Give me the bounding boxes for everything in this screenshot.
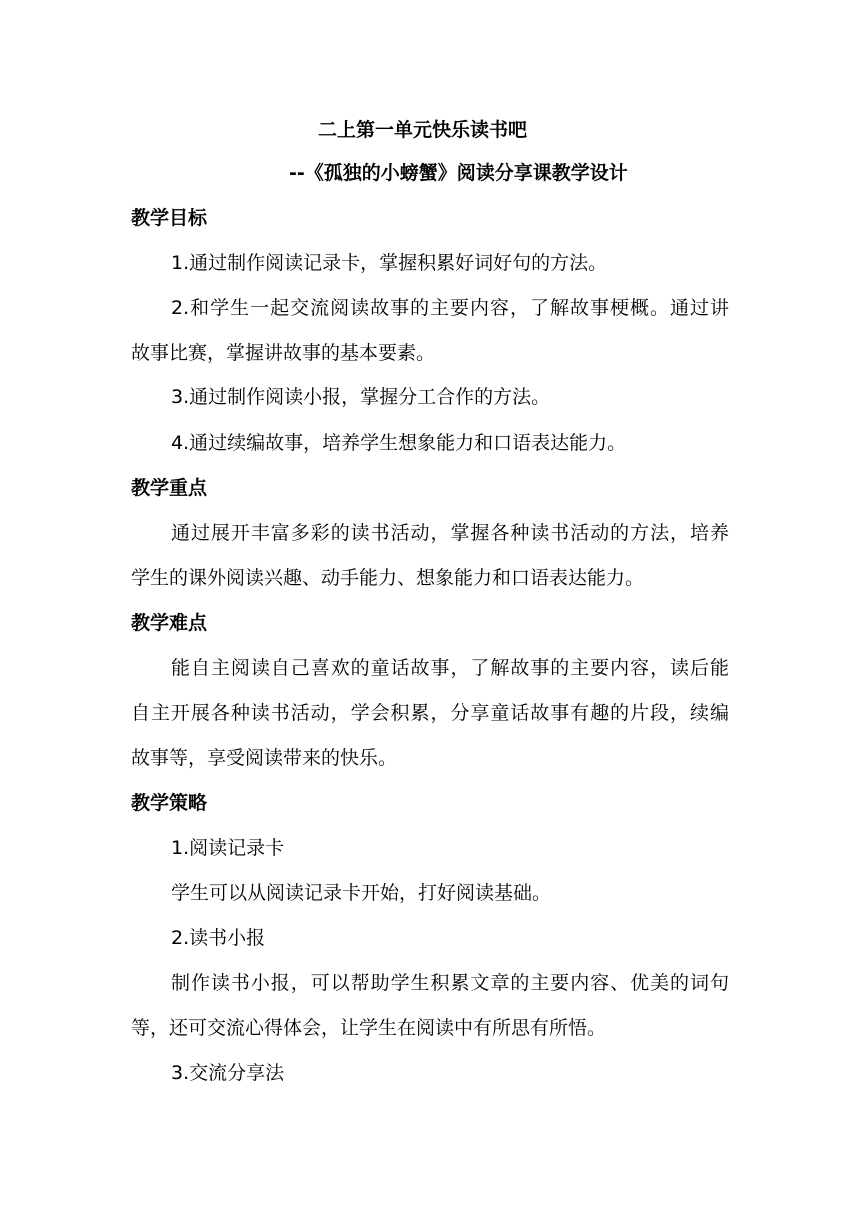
goals-heading: 教学目标 — [131, 207, 208, 229]
goal-item-4: 4.通过续编故事，培养学生想象能力和口语表达能力。 — [171, 432, 627, 454]
difficulties-line-2: 自主开展各种读书活动，学会积累，分享童话故事有趣的片段，续编 — [131, 702, 729, 724]
difficulties-line-3: 故事等，享受阅读带来的快乐。 — [131, 747, 398, 769]
key-points-heading: 教学重点 — [131, 477, 208, 499]
strategy-item-1-title: 1.阅读记录卡 — [171, 837, 285, 859]
difficulties-heading: 教学难点 — [131, 612, 208, 634]
goal-item-2-line-2: 故事比赛，掌握讲故事的基本要素。 — [131, 342, 436, 364]
strategy-item-2-line-2: 等，还可交流心得体会，让学生在阅读中有所思有所悟。 — [131, 1017, 607, 1039]
strategy-item-2-title: 2.读书小报 — [171, 927, 266, 949]
difficulties-line-1: 能自主阅读自己喜欢的童话故事，了解故事的主要内容，读后能 — [171, 657, 729, 679]
document-subtitle: --《孤独的小螃蟹》阅读分享课教学设计 — [289, 162, 628, 184]
goal-item-3: 3.通过制作阅读小报，掌握分工合作的方法。 — [171, 386, 551, 408]
strategy-item-2-line-1: 制作读书小报，可以帮助学生积累文章的主要内容、优美的词句 — [171, 972, 729, 994]
goal-item-2-line-1: 2.和学生一起交流阅读故事的主要内容，了解故事梗概。通过讲 — [171, 297, 729, 319]
document-title: 二上第一单元快乐读书吧 — [318, 119, 528, 141]
key-points-line-2: 学生的课外阅读兴趣、动手能力、想象能力和口语表达能力。 — [131, 567, 645, 589]
strategy-item-1-text: 学生可以从阅读记录卡开始，打好阅读基础。 — [171, 882, 552, 904]
strategies-heading: 教学策略 — [131, 792, 208, 814]
key-points-line-1: 通过展开丰富多彩的读书活动，掌握各种读书活动的方法，培养 — [171, 522, 729, 544]
goal-item-1: 1.通过制作阅读记录卡，掌握积累好词好句的方法。 — [171, 252, 608, 274]
strategy-item-3-title: 3.交流分享法 — [171, 1062, 285, 1084]
